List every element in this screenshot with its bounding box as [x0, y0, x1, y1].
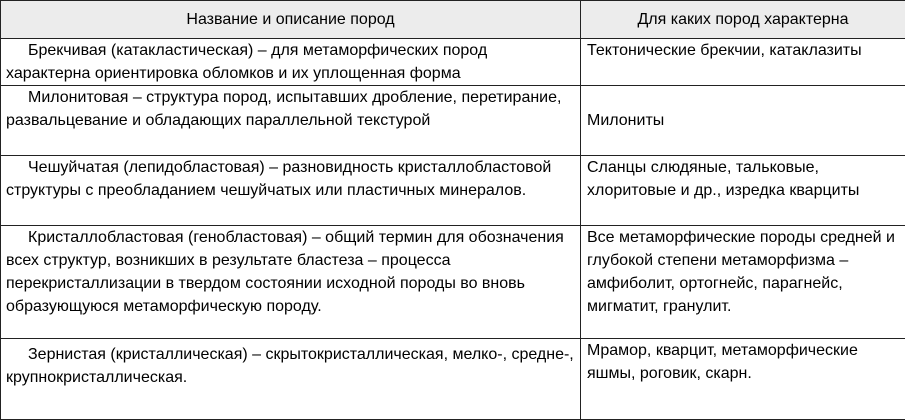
header-rocks: Для каких пород характерна	[581, 1, 905, 39]
description-cell	[1, 39, 581, 86]
description-text: Брекчивая (катакластическая) – для метаморфических пород характерна ориентировка обломков и их уплощенная форма	[6, 42, 487, 82]
table-row	[1, 156, 905, 226]
rocks-cell: Милониты	[581, 86, 905, 156]
description-cell	[1, 86, 581, 156]
header-description: Название и описание пород	[1, 1, 581, 39]
table-header-row	[1, 1, 905, 39]
rocks-cell: Тектонические брекчии, катаклазиты	[581, 39, 905, 86]
description-cell	[1, 339, 581, 420]
rocks-cell: Мрамор, кварцит, метаморфические яшмы, роговик, скарн.	[581, 339, 905, 420]
rocks-cell: Сланцы слюдяные, тальковые, хлоритовые и др., изредка кварциты	[581, 156, 905, 226]
table-row	[1, 226, 905, 339]
description-cell	[1, 226, 581, 339]
table-row	[1, 339, 905, 420]
description-text: Милонитовая – структура пород, испытавших дробление, перетирание, развальцевание и обладающих параллельной текстурой	[6, 89, 561, 129]
description-text: Зернистая (кристаллическая) – скрытокристаллическая, мелко-, средне-, крупнокристаллическая.	[6, 346, 574, 386]
table-row	[1, 39, 905, 86]
rocks-cell: Все метаморфические породы средней и глубокой степени метаморфизма – амфиболит, ортогнейс, парагнейс, мигматит, гранулит.	[581, 226, 905, 339]
description-cell	[1, 156, 581, 226]
description-text: Чешуйчатая (лепидобластовая) – разновидность кристаллобластовой структуры с преобладанием чешуйчатых или пластичных минералов.	[6, 159, 551, 199]
table-row	[1, 86, 905, 156]
description-text: Кристаллобластовая (генобластовая) – общий термин для обозначения всех структур, возникших в результате бластеза – процесса перекристаллизации в твердом состоянии исходной породы во вновь образующуюся метаморфическую породу.	[6, 229, 564, 315]
